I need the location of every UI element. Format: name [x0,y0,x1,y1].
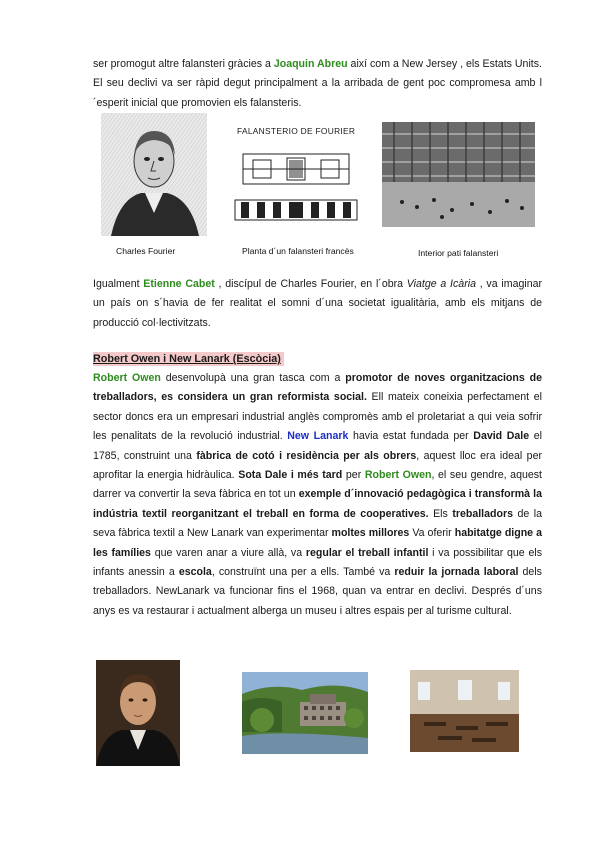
owen-text-16: Els [428,507,453,520]
owen-text-19: moltes millores [331,527,410,540]
owen-text-25: escola [178,566,212,579]
owen-text-9: fàbrica de cotó i residència per als obrers [196,449,417,462]
new-lanark-interior-photo [410,670,519,752]
owen-text-26: , construïnt una per a ells. També va [211,566,395,579]
owen-text-15: exemple d´innovació pedagògica i transformà la indústria textil reorganitzant el treball en forma de cooperatives. [93,488,543,520]
plan-title: FALANSTERIO DE FOURIER [237,126,356,136]
new-lanark-link: New Lanark [287,430,349,443]
owen-text-28: dels treballadors. NewLanark va funcionar fins el 1968, quan va entrar en declivi. Després d´uns anys es va restaurar i actualment alberga un museu i altres espais per al turisme cultural. [93,566,542,617]
owen-text-18: de la seva fàbrica textil a New Lanark van experimentar [93,507,542,540]
robert-owen-portrait [96,660,180,766]
new-lanark-landscape-photo [242,672,368,754]
owen-text-11: Sota Dale i més tard [238,469,343,482]
owen-text-6: havia estat fundada per [348,430,474,443]
cabet-paragraph [93,275,542,333]
falansterio-plan-drawing [233,126,359,226]
caption-charles-fourier: Charles Fourier [116,246,176,256]
cabet-text-1: Igualment [93,278,144,290]
owen-text-22: que varen anar a viure allà, va [150,546,306,559]
owen-text-2: desenvolupà una gran tasca com a [160,372,346,384]
owen-text-23: regular el treball infantil [305,546,429,559]
owen-text-14: , el seu gendre, aquest darrer va convertir la seva fàbrica en tot un [93,469,542,501]
etienne-cabet-link: Etienne Cabet [143,278,215,290]
robert-owen-link: Robert Owen [93,372,161,384]
intro-paragraph [93,55,542,113]
cabet-work-title: Viatge a Icària [406,278,476,290]
owen-text-17: treballadors [452,507,513,520]
owen-text-24: i va possibilitar que els infants anessin a [93,546,543,579]
intro-text-1: ser promogut altre falansteri gràcies a [93,58,274,70]
caption-falansteri-plan: Planta d´un falansteri francès [242,246,354,256]
charles-fourier-engraving [101,113,207,236]
owen-text-27: reduir la jornada laboral [394,566,519,579]
owen-text-10: , aquest lloc era ideal per aprofitar la energia hidràulica. [93,449,542,482]
owen-text-21: habitatge digne a les famílies [93,527,542,559]
owen-text-12: per [342,469,365,482]
owen-text-8: el 1785, construint una [93,430,542,462]
caption-interior-courtyard: Interior pati falansteri [418,248,499,258]
owen-text-3: promotor de noves organitzacions de treballadors, es considera un gran reformista social. [93,372,543,404]
intro-text-2: així com a New Jersey , els Estats Units. El seu declivi va ser ràpid degut principalment a la arribada de gent poc compromesa amb l´esperit inicial que promovien els falansteris. [93,58,542,109]
joaquin-abreu-link: Joaquin Abreu [273,58,348,70]
cabet-text-3: , va imaginar un país on s´havia de fer realitat el somni d´una societat igualitària, amb els mitjans de producció col·lectivitzats. [93,278,543,329]
section-heading: Robert Owen i New Lanark (Escòcia) [93,352,284,366]
owen-text-7: David Dale [473,430,530,443]
owen-text-20: Va oferir [409,527,455,540]
owen-text-4: Ell mateix coneixia perfectament el sector doncs era un empresari industrial anglès compromès amb el proletariat a qui veia sofrir les penalitats de la revolució industrial. [93,391,542,443]
robert-owen-link-2: Robert Owen [364,469,432,482]
robert-owen-paragraph [93,369,542,621]
cabet-text-2: , discípul de Charles Fourier, en l´obra [214,278,407,290]
interior-courtyard-photo [382,122,535,227]
